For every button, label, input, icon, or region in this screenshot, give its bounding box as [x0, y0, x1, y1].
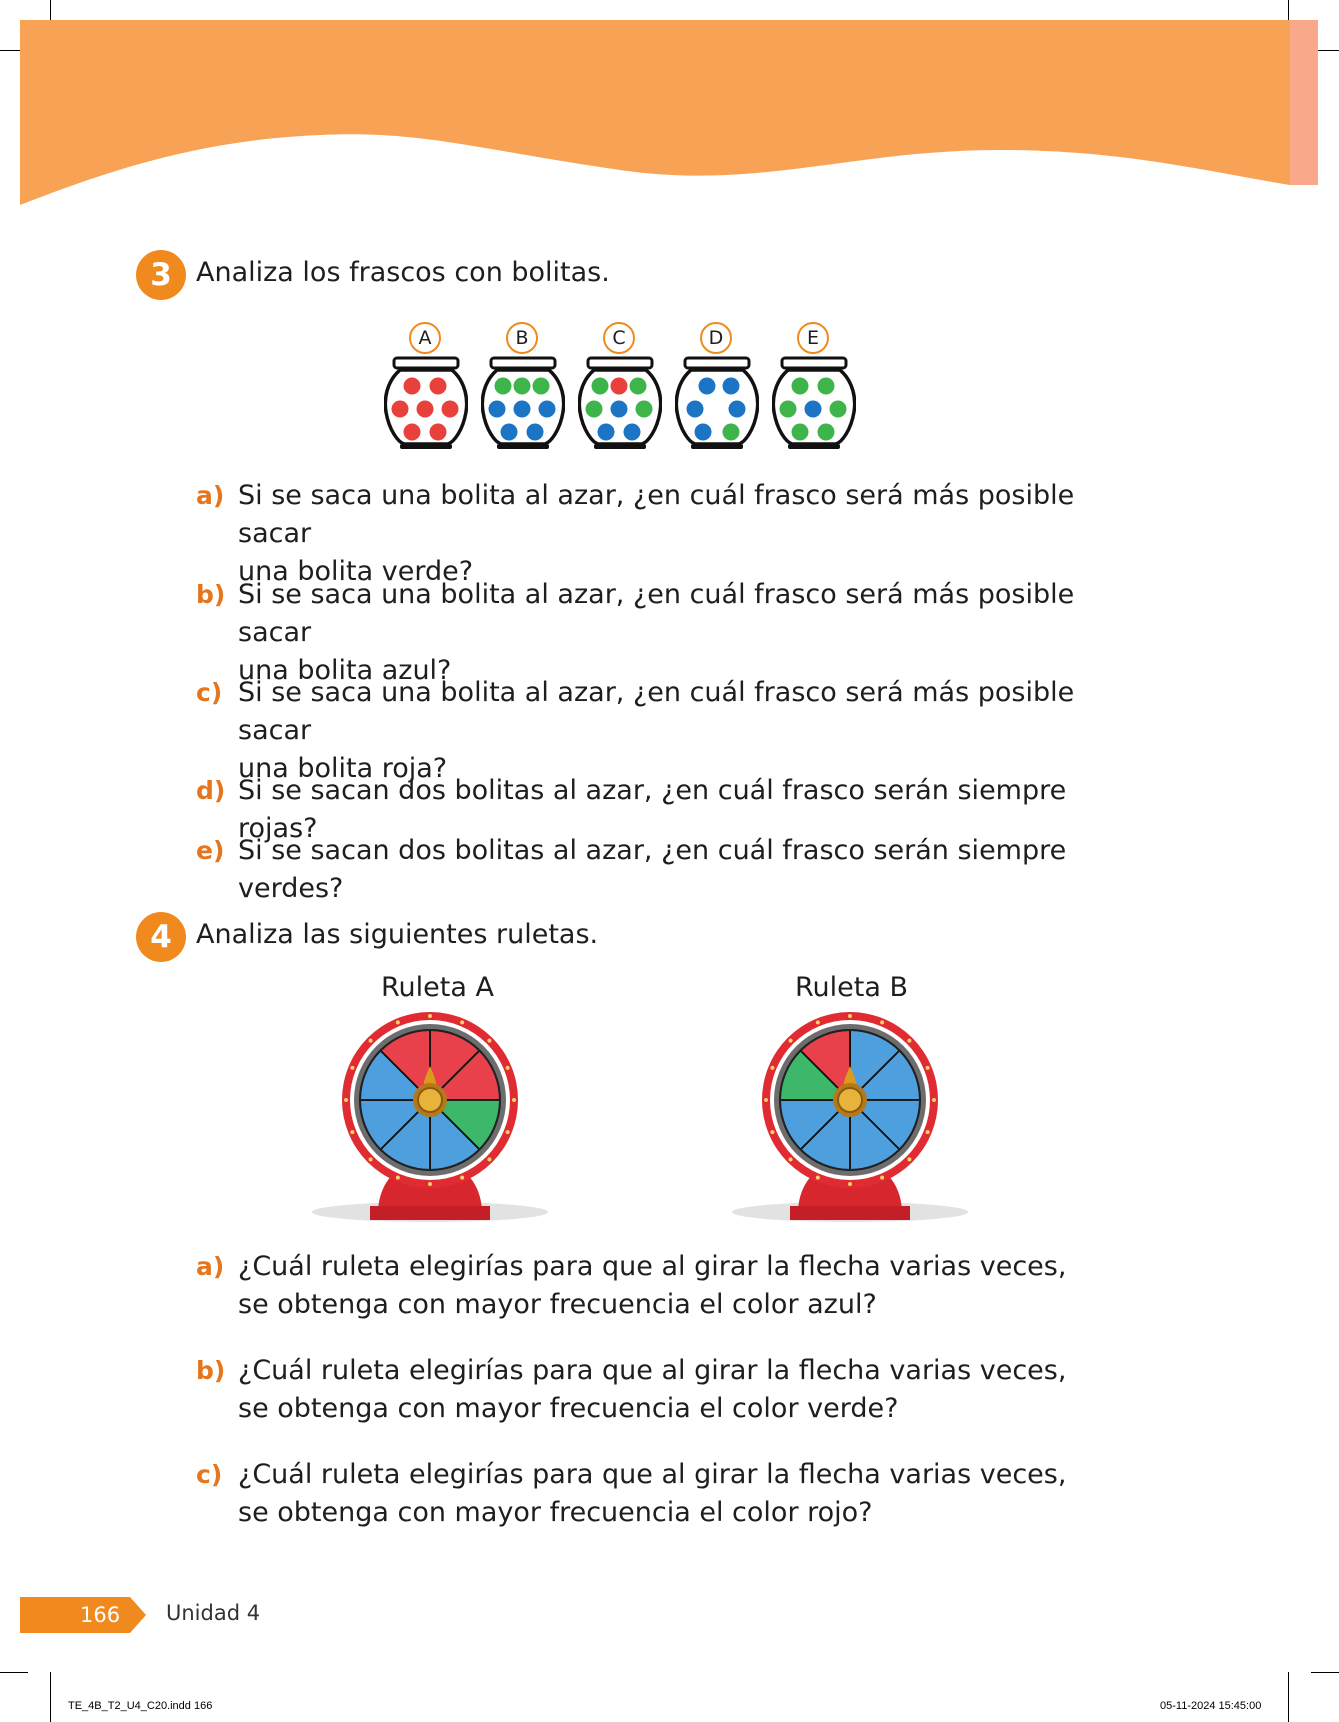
wheel-light	[770, 1066, 774, 1070]
question-label: b)	[196, 1356, 226, 1385]
wheel-light	[907, 1157, 911, 1161]
wheel-light	[926, 1130, 930, 1134]
wheel-light	[396, 1176, 400, 1180]
exercise-4-title: Analiza las siguientes ruletas.	[196, 919, 599, 950]
green-ball	[818, 378, 835, 395]
question-line: se obtenga con mayor frecuencia el color rojo?	[238, 1497, 873, 1528]
jar-base	[788, 444, 840, 449]
slug-file: TE_4B_T2_U4_C20.indd 166	[68, 1700, 213, 1712]
green-ball	[792, 424, 809, 441]
jar-lid	[491, 358, 555, 368]
wheel-light	[789, 1157, 793, 1161]
green-ball	[780, 401, 797, 418]
question-label: d)	[196, 776, 226, 805]
jar-base	[497, 444, 549, 449]
jar-lid	[685, 358, 749, 368]
wheel-light	[512, 1098, 516, 1102]
jar-base	[594, 444, 646, 449]
question-label: b)	[196, 580, 226, 609]
wheel-light	[428, 1182, 432, 1186]
green-ball	[723, 424, 740, 441]
blue-ball	[695, 424, 712, 441]
wheel-light	[350, 1130, 354, 1134]
wheel-light	[487, 1157, 491, 1161]
question-text	[238, 1456, 1138, 1532]
page-number: 166	[80, 1603, 121, 1627]
blue-ball	[699, 378, 716, 395]
question-text	[238, 576, 1138, 690]
red-ball	[611, 378, 628, 395]
wheel-light	[350, 1066, 354, 1070]
red-ball	[404, 424, 421, 441]
wheel-base	[370, 1206, 490, 1220]
green-ball	[636, 401, 653, 418]
question-line: ¿Cuál ruleta elegirías para que al girar la flecha varias veces,	[238, 1251, 1067, 1282]
slug-date: 05-11-2024 15:45:00	[1160, 1700, 1262, 1712]
jar-c	[578, 356, 662, 452]
question-label: a)	[196, 481, 225, 510]
crop-mark	[0, 1672, 28, 1673]
exercise-3-badge: 3	[136, 250, 186, 300]
wheel-light	[816, 1020, 820, 1024]
green-ball	[495, 378, 512, 395]
blue-ball	[611, 401, 628, 418]
wheel-light	[789, 1039, 793, 1043]
question-line: se obtenga con mayor frecuencia el color azul?	[238, 1289, 877, 1320]
wheel-hub-center	[418, 1088, 442, 1112]
unit-label: Unidad 4	[166, 1601, 261, 1625]
wheel-hub-center	[838, 1088, 862, 1112]
red-ball	[404, 378, 421, 395]
question-line: se obtenga con mayor frecuencia el color verde?	[238, 1393, 899, 1424]
wheel-light	[369, 1039, 373, 1043]
blue-ball	[501, 424, 518, 441]
green-ball	[818, 424, 835, 441]
jar-base	[691, 444, 743, 449]
green-ball	[533, 378, 550, 395]
blue-ball	[805, 401, 822, 418]
header-wave-banner	[0, 0, 1339, 230]
jar-lid	[588, 358, 652, 368]
wheel-light	[764, 1098, 768, 1102]
wheel-light	[506, 1130, 510, 1134]
wheel-light	[369, 1157, 373, 1161]
jar-label: E	[797, 322, 829, 354]
question-text	[238, 674, 1138, 788]
green-ball	[586, 401, 603, 418]
blue-ball	[514, 401, 531, 418]
question-text	[238, 832, 1138, 908]
blue-ball	[624, 424, 641, 441]
jar-label: D	[700, 322, 732, 354]
question-line: una bolita azul?	[238, 655, 452, 686]
crop-mark	[1311, 1672, 1339, 1673]
green-ball	[592, 378, 609, 395]
wheel-light	[396, 1020, 400, 1024]
blue-ball	[598, 424, 615, 441]
green-ball	[630, 378, 647, 395]
jar-label: C	[603, 322, 635, 354]
question-line: ¿Cuál ruleta elegirías para que al girar la flecha varias veces,	[238, 1355, 1067, 1386]
wheel-light	[848, 1182, 852, 1186]
wheel-light	[816, 1176, 820, 1180]
question-line: Si se sacan dos bolitas al azar, ¿en cuál frasco serán siempre rojas?	[238, 775, 1067, 844]
question-line: Si se saca una bolita al azar, ¿en cuál frasco será más posible sacar	[238, 677, 1075, 746]
roulette-wheel-a	[310, 1010, 550, 1230]
crop-mark	[1288, 1672, 1289, 1722]
jar-lid	[394, 358, 458, 368]
blue-ball	[527, 424, 544, 441]
wheel-light	[487, 1039, 491, 1043]
question-text	[238, 477, 1138, 591]
wheel-light	[770, 1130, 774, 1134]
wheel-light	[344, 1098, 348, 1102]
blue-ball	[723, 378, 740, 395]
question-label: c)	[196, 1460, 223, 1489]
wheel-light	[428, 1014, 432, 1018]
red-ball	[430, 378, 447, 395]
jar-d	[675, 356, 759, 452]
green-ball	[792, 378, 809, 395]
question-line: ¿Cuál ruleta elegirías para que al girar la flecha varias veces,	[238, 1459, 1067, 1490]
question-line: Si se saca una bolita al azar, ¿en cuál frasco será más posible sacar	[238, 480, 1075, 549]
question-line: Si se saca una bolita al azar, ¿en cuál frasco será más posible sacar	[238, 579, 1075, 648]
question-label: e)	[196, 836, 225, 865]
wheel-base	[790, 1206, 910, 1220]
jar-label: A	[409, 322, 441, 354]
crop-mark	[50, 1672, 51, 1722]
question-label: c)	[196, 678, 223, 707]
jar-e	[772, 356, 856, 452]
jar-label: B	[506, 322, 538, 354]
wheel-light	[848, 1014, 852, 1018]
red-ball	[392, 401, 409, 418]
wheel-b-title: Ruleta B	[795, 972, 909, 1003]
jar-lid	[782, 358, 846, 368]
red-ball	[430, 424, 447, 441]
wheel-a-title: Ruleta A	[381, 972, 494, 1003]
question-line: Si se sacan dos bolitas al azar, ¿en cuál frasco serán siempre verdes?	[238, 835, 1067, 904]
question-text	[238, 1352, 1138, 1428]
blue-ball	[729, 401, 746, 418]
jar-a	[384, 356, 468, 452]
wheel-light	[460, 1176, 464, 1180]
jar-b	[481, 356, 565, 452]
blue-ball	[489, 401, 506, 418]
jar-base	[400, 444, 452, 449]
green-ball	[514, 378, 531, 395]
exercise-4-badge: 4	[136, 912, 186, 962]
wheel-light	[907, 1039, 911, 1043]
question-line: una bolita verde?	[238, 556, 474, 587]
question-text	[238, 1248, 1138, 1324]
wheel-light	[880, 1020, 884, 1024]
wheel-light	[932, 1098, 936, 1102]
wheel-light	[460, 1020, 464, 1024]
wheel-light	[506, 1066, 510, 1070]
roulette-wheel-b	[730, 1010, 970, 1230]
question-label: a)	[196, 1252, 225, 1281]
red-ball	[442, 401, 459, 418]
wheel-light	[926, 1066, 930, 1070]
wheel-light	[880, 1176, 884, 1180]
green-ball	[830, 401, 847, 418]
blue-ball	[687, 401, 704, 418]
question-line: una bolita roja?	[238, 753, 448, 784]
exercise-3-title: Analiza los frascos con bolitas.	[196, 257, 610, 288]
red-ball	[417, 401, 434, 418]
blue-ball	[539, 401, 556, 418]
